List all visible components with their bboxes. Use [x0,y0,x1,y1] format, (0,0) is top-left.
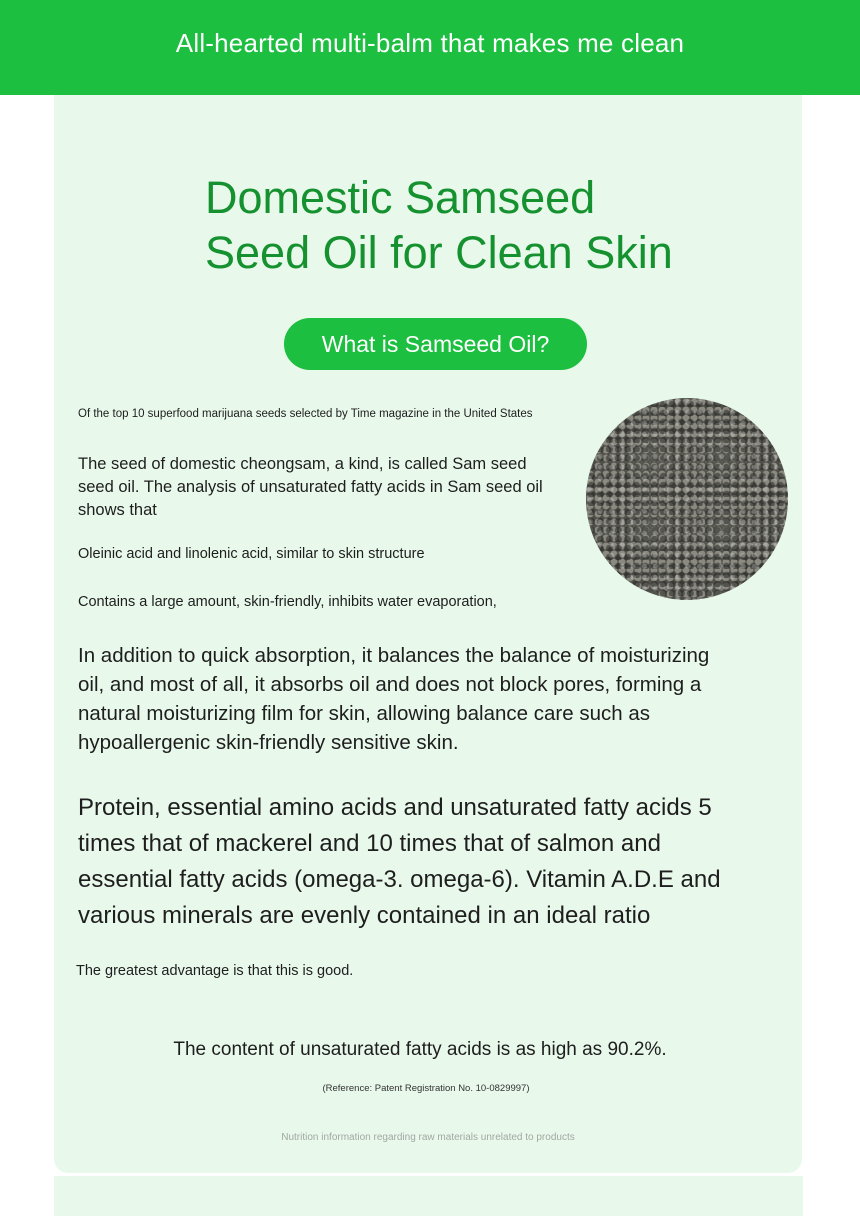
headline-line-1: Domestic Samseed [205,172,596,223]
hemp-seeds-image [586,398,788,600]
nutrition-note: Nutrition information regarding raw materials unrelated to products [281,1132,575,1143]
fatty-acid-content-line: The content of unsaturated fatty acids is as high as 90.2%. [173,1039,667,1060]
top-banner [0,0,860,95]
section-pill [284,318,587,370]
intro-small-text: Of the top 10 superfood marijuana seeds selected by Time magazine in the United States [78,408,533,420]
paragraph-protein: Protein, essential amino acids and unsaturated fatty acids 5 times that of mackerel and 10 times that of salmon and essential fatty acids (omega-3. omega-6). Vitamin A.D.E and various minerals are evenly contained in an ideal ratio [78,794,721,929]
next-card-top [54,1176,803,1216]
paragraph-seed-description: The seed of domestic cheongsam, a kind, is called Sam seed seed oil. The analysis of unsaturated fatty acids in Sam seed oil shows that [78,455,543,519]
headline-line-2: Seed Oil for Clean Skin [205,227,673,278]
section-pill-label: What is Samseed Oil? [321,330,550,357]
banner-title: All-hearted multi-balm that makes me clean [175,28,685,58]
page-headline [205,170,725,280]
paragraph-acids: Oleinic acid and linolenic acid, similar to skin structure [78,546,425,562]
paragraph-advantage: The greatest advantage is that this is good. [76,963,354,979]
patent-reference: (Reference: Patent Registration No. 10-0829997) [322,1083,530,1094]
paragraph-absorption: In addition to quick absorption, it balances the balance of moisturizing oil, and most of all, it absorbs oil and does not block pores, forming a natural moisturizing film for skin, allowing balance care such as hypoallergenic skin-friendly sensitive skin. [78,644,710,754]
paragraph-evaporation: Contains a large amount, skin-friendly, inhibits water evaporation, [78,594,497,610]
